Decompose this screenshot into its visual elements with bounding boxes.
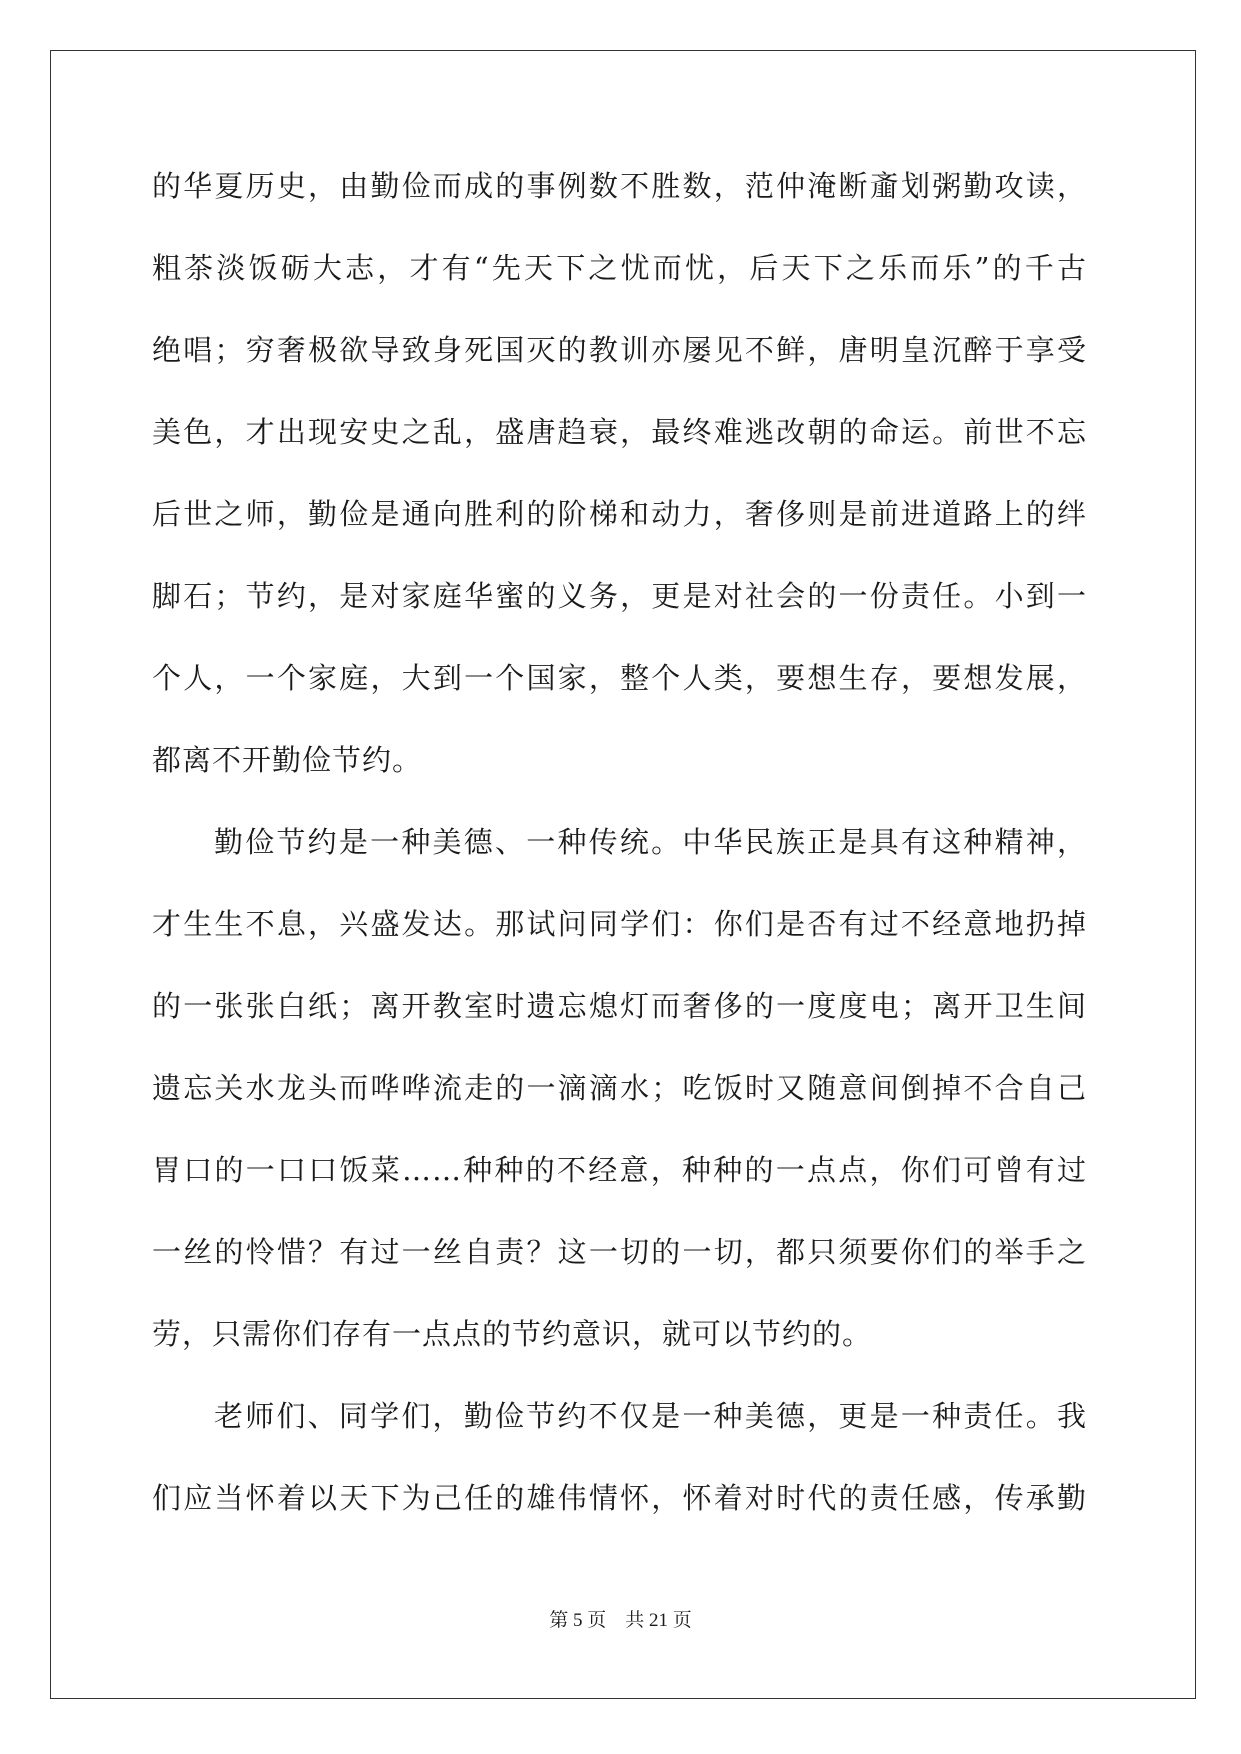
- text-line: 才生生不息，兴盛发达。那试问同学们：你们是否有过不经意地扔掉: [152, 907, 1087, 941]
- text-line: 劳，只需你们存有一点点的节约意识，就可以节约的。: [152, 1317, 873, 1351]
- text-line: 们应当怀着以天下为己任的雄伟情怀，怀着对时代的责任感，传承勤: [152, 1481, 1087, 1515]
- text-line: 胃口的一口口饭菜……种种的不经意，种种的一点点，你们可曾有过: [152, 1153, 1087, 1187]
- page-number-footer: 第 5 页 共 21 页: [549, 1610, 692, 1631]
- paragraph-first-line: 勤俭节约是一种美德、一种传统。中华民族正是具有这种精神，: [214, 825, 1087, 859]
- text-line: 遗忘关水龙头而哗哗流走的一滴滴水；吃饭时又随意间倒掉不合自己: [152, 1071, 1087, 1105]
- text-line: 一丝的怜惜？有过一丝自责？这一切的一切，都只须要你们的举手之: [152, 1235, 1087, 1269]
- text-line: 绝唱；穷奢极欲导致身死国灭的教训亦屡见不鲜，唐明皇沉醉于享受: [152, 333, 1087, 367]
- text-line: 都离不开勤俭节约。: [152, 743, 423, 777]
- text-line: 的华夏历史，由勤俭而成的事例数不胜数，范仲淹断齑划粥勤攻读，: [152, 169, 1087, 203]
- paragraph-first-line: 老师们、同学们，勤俭节约不仅是一种美德，更是一种责任。我: [214, 1399, 1087, 1433]
- text-line: 脚石；节约，是对家庭华蜜的义务，更是对社会的一份责任。小到一: [152, 579, 1087, 613]
- text-line: 后世之师，勤俭是通向胜利的阶梯和动力，奢侈则是前进道路上的绊: [152, 497, 1087, 531]
- text-line: 的一张张白纸；离开教室时遗忘熄灯而奢侈的一度度电；离开卫生间: [152, 989, 1087, 1023]
- text-line: 粗茶淡饭砺大志，才有“先天下之忧而忧，后天下之乐而乐”的千古: [152, 251, 1087, 285]
- document-body: [152, 160, 1087, 1554]
- text-line: 美色，才出现安史之乱，盛唐趋衰，最终难逃改朝的命运。前世不忘: [152, 415, 1087, 449]
- text-line: 个人，一个家庭，大到一个国家，整个人类，要想生存，要想发展，: [152, 661, 1087, 695]
